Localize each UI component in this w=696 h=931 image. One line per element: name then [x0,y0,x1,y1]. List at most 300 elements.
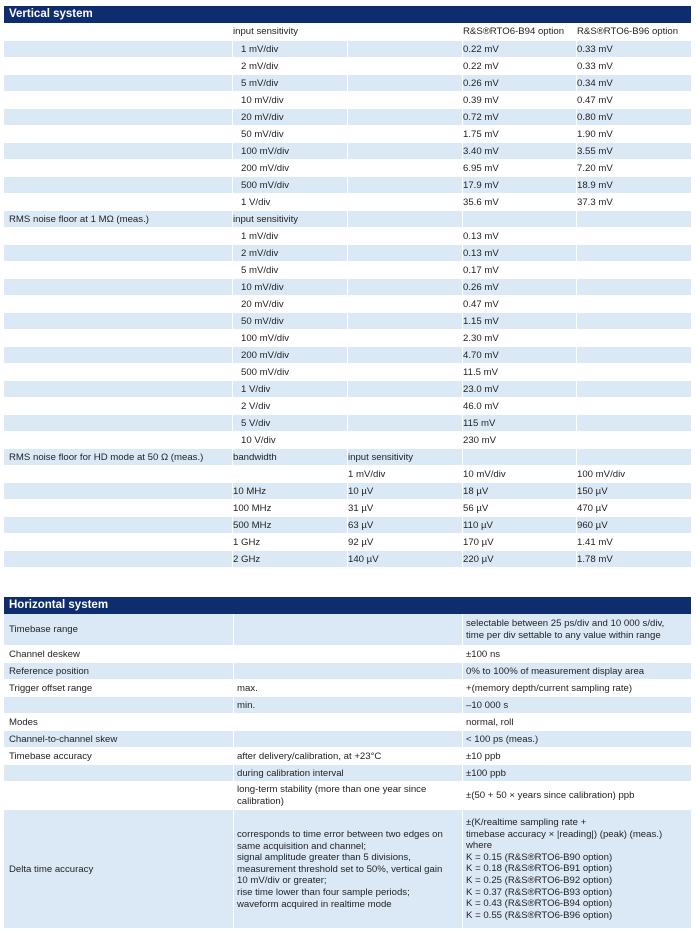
column-divider [233,765,234,781]
vertical-cell-d: 0.17 mV [463,265,499,276]
vertical-cell-d: 1.15 mV [463,316,499,327]
column-divider [462,194,463,210]
horizontal-cell-b: corresponds to time error between two edges on same acquisition and channel; signal amplitude greater than 5 divisions, measurement threshold set to 50%, vertical gain 10 mV/div or greater; rise time lower than four sample periods; waveform acquired in realtime mode [237,829,443,910]
vertical-cell-e: R&S®RTO6-B96 option [577,26,679,37]
horizontal-table-row [4,747,691,764]
column-divider [232,177,233,193]
column-divider [232,126,233,142]
vertical-cell-b: 2 GHz [233,554,261,565]
column-divider [347,500,348,516]
horizontal-cell-a: Channel-to-channel skew [9,734,118,745]
column-divider [347,415,348,431]
column-divider [462,279,463,295]
column-divider [576,279,577,295]
column-divider [462,41,463,57]
column-divider [462,126,463,142]
column-divider [232,194,233,210]
column-divider [462,551,463,567]
vertical-cell-b: 2 mV/div [241,248,279,259]
vertical-table-row [4,329,691,346]
column-divider [232,23,233,40]
vertical-cell-d: 4.70 mV [463,350,499,361]
column-divider [233,714,234,730]
column-divider [347,483,348,499]
column-divider [462,731,463,747]
column-divider [232,245,233,261]
horizontal-cell-a: Channel deskew [9,649,80,660]
column-divider [576,23,577,40]
vertical-table-row [4,482,691,499]
column-divider [347,143,348,159]
vertical-table-row [4,278,691,295]
vertical-cell-d: 0.47 mV [463,299,499,310]
column-divider [462,160,463,176]
vertical-cell-d: 170 µV [463,537,494,548]
column-divider [462,296,463,312]
column-divider [347,432,348,448]
vertical-cell-d: 0.72 mV [463,112,499,123]
column-divider [347,551,348,567]
vertical-cell-c: 92 µV [348,537,374,548]
vertical-cell-a: RMS noise floor at 1 MΩ (meas.) [9,214,149,225]
vertical-cell-e: 0.33 mV [577,44,613,55]
vertical-table-row [4,516,691,533]
horizontal-cell-c: < 100 ps (meas.) [466,734,539,745]
vertical-table-row [4,414,691,431]
column-divider [576,296,577,312]
column-divider [347,534,348,550]
horizontal-cell-b: min. [237,700,256,711]
column-divider [576,347,577,363]
column-divider [347,41,348,57]
horizontal-table-row [4,645,691,662]
column-divider [232,551,233,567]
vertical-cell-e: 470 µV [577,503,608,514]
vertical-system-title: Vertical system [9,8,93,20]
column-divider [232,313,233,329]
column-divider [232,347,233,363]
vertical-cell-b: 200 mV/div [241,350,289,361]
column-divider [462,313,463,329]
vertical-cell-b: 1 mV/div [241,44,279,55]
column-divider [462,228,463,244]
vertical-cell-c: 63 µV [348,520,374,531]
vertical-cell-b: 100 mV/div [241,333,289,344]
vertical-cell-c: 10 µV [348,486,374,497]
vertical-table-row [4,210,691,227]
column-divider [576,262,577,278]
vertical-cell-b: 100 mV/div [241,146,289,157]
horizontal-cell-a: Modes [9,717,38,728]
vertical-cell-d: 0.13 mV [463,231,499,242]
vertical-system-header [4,6,691,23]
vertical-cell-b: 20 mV/div [241,112,284,123]
column-divider [576,58,577,74]
vertical-table-row [4,57,691,74]
vertical-cell-e: 1.41 mV [577,537,613,548]
vertical-cell-b: 2 mV/div [241,61,279,72]
column-divider [576,381,577,397]
column-divider [232,534,233,550]
column-divider [347,160,348,176]
column-divider [347,517,348,533]
column-divider [576,92,577,108]
vertical-cell-b: 10 MHz [233,486,267,497]
column-divider [462,347,463,363]
column-divider [576,41,577,57]
column-divider [462,646,463,662]
column-divider [232,415,233,431]
column-divider [576,160,577,176]
column-divider [232,279,233,295]
vertical-cell-b: 1 GHz [233,537,261,548]
vertical-system-table [4,23,691,567]
column-divider [576,109,577,125]
vertical-cell-b: input sensitivity [233,26,299,37]
column-divider [232,381,233,397]
vertical-cell-d: 1.75 mV [463,129,499,140]
column-divider [347,58,348,74]
vertical-cell-d: 35.6 mV [463,197,499,208]
horizontal-table-row [4,713,691,730]
vertical-cell-b: 500 mV/div [241,180,289,191]
column-divider [576,483,577,499]
column-divider [462,663,463,679]
column-divider [232,364,233,380]
column-divider [462,680,463,696]
column-divider [462,483,463,499]
vertical-table-row [4,448,691,465]
vertical-cell-e: 100 mV/div [577,469,625,480]
horizontal-cell-c: 0% to 100% of measurement display area [466,666,645,677]
vertical-cell-b: 50 mV/div [241,316,284,327]
column-divider [462,415,463,431]
vertical-cell-c: 140 µV [348,554,379,565]
vertical-table-row [4,176,691,193]
vertical-cell-e: 3.55 mV [577,146,613,157]
column-divider [462,500,463,516]
horizontal-table-row [4,730,691,747]
vertical-table-row [4,397,691,414]
horizontal-table-row [4,781,691,809]
column-divider [233,731,234,747]
column-divider [232,398,233,414]
horizontal-cell-a: Reference position [9,666,89,677]
column-divider [233,614,234,645]
column-divider [462,75,463,91]
column-divider [232,517,233,533]
column-divider [232,449,233,465]
column-divider [232,75,233,91]
column-divider [347,92,348,108]
column-divider [347,364,348,380]
column-divider [576,211,577,227]
vertical-cell-e: 0.33 mV [577,61,613,72]
vertical-table-row [4,312,691,329]
column-divider [232,432,233,448]
column-divider [347,449,348,465]
horizontal-cell-b: after delivery/calibration, at +23°C [237,751,382,762]
column-divider [576,449,577,465]
column-divider [462,364,463,380]
column-divider [232,483,233,499]
vertical-cell-b: 10 mV/div [241,95,284,106]
column-divider [347,262,348,278]
column-divider [462,177,463,193]
column-divider [576,398,577,414]
vertical-cell-d: 220 µV [463,554,494,565]
vertical-cell-b: 20 mV/div [241,299,284,310]
column-divider [232,466,233,482]
column-divider [462,432,463,448]
column-divider [462,517,463,533]
vertical-cell-d: 0.26 mV [463,282,499,293]
horizontal-system-table [4,614,691,928]
vertical-table-row [4,91,691,108]
vertical-cell-e: 7.20 mV [577,163,613,174]
vertical-cell-b: input sensitivity [233,214,299,225]
horizontal-cell-a: Trigger offset range [9,683,93,694]
column-divider [576,432,577,448]
column-divider [347,177,348,193]
vertical-cell-d: 6.95 mV [463,163,499,174]
column-divider [347,23,348,40]
column-divider [462,782,463,809]
column-divider [462,614,463,645]
vertical-cell-b: 5 V/div [241,418,271,429]
vertical-table-row [4,23,691,40]
vertical-cell-e: 1.90 mV [577,129,613,140]
column-divider [232,330,233,346]
vertical-cell-a: RMS noise floor for HD mode at 50 Ω (meas.) [9,452,204,463]
horizontal-cell-a: Timebase range [9,624,78,635]
vertical-table-row [4,227,691,244]
column-divider [347,109,348,125]
vertical-cell-d: 0.26 mV [463,78,499,89]
column-divider [232,500,233,516]
column-divider [462,810,463,928]
column-divider [576,177,577,193]
column-divider [462,748,463,764]
vertical-table-row [4,533,691,550]
vertical-table-row [4,159,691,176]
column-divider [232,262,233,278]
vertical-table-row [4,346,691,363]
column-divider [462,449,463,465]
vertical-cell-d: R&S®RTO6-B94 option [463,26,565,37]
column-divider [233,697,234,713]
column-divider [347,211,348,227]
vertical-cell-d: 10 mV/div [463,469,506,480]
column-divider [347,75,348,91]
vertical-cell-e: 1.78 mV [577,554,613,565]
column-divider [233,680,234,696]
vertical-cell-d: 2.30 mV [463,333,499,344]
column-divider [462,714,463,730]
horizontal-cell-c: ±100 ppb [466,768,506,779]
horizontal-cell-b: long-term stability (more than one year since calibration) [237,784,427,807]
vertical-table-row [4,40,691,57]
column-divider [462,262,463,278]
horizontal-cell-b: during calibration interval [237,768,344,779]
column-divider [347,381,348,397]
horizontal-cell-a: Delta time accuracy [9,864,94,875]
column-divider [232,92,233,108]
vertical-table-row [4,465,691,482]
vertical-cell-b: 100 MHz [233,503,272,514]
column-divider [462,765,463,781]
vertical-cell-d: 0.22 mV [463,44,499,55]
vertical-cell-b: bandwidth [233,452,277,463]
vertical-cell-d: 46.0 mV [463,401,499,412]
column-divider [233,748,234,764]
vertical-cell-b: 50 mV/div [241,129,284,140]
vertical-cell-e: 18.9 mV [577,180,613,191]
vertical-table-row [4,380,691,397]
horizontal-cell-c: normal, roll [466,717,514,728]
horizontal-cell-c: ±10 ppb [466,751,501,762]
column-divider [576,466,577,482]
horizontal-cell-c: selectable between 25 ps/div and 10 000 s/div, time per div settable to any value within range [466,618,665,641]
vertical-cell-b: 5 mV/div [241,265,279,276]
vertical-table-row [4,142,691,159]
vertical-cell-b: 500 mV/div [241,367,289,378]
column-divider [576,551,577,567]
column-divider [347,194,348,210]
column-divider [576,534,577,550]
column-divider [232,228,233,244]
column-divider [462,211,463,227]
vertical-cell-d: 17.9 mV [463,180,499,191]
vertical-cell-b: 2 V/div [241,401,271,412]
column-divider [233,782,234,809]
column-divider [347,228,348,244]
column-divider [462,466,463,482]
horizontal-table-row [4,696,691,713]
column-divider [233,810,234,928]
column-divider [347,466,348,482]
vertical-cell-b: 5 mV/div [241,78,279,89]
vertical-cell-d: 56 µV [463,503,489,514]
horizontal-cell-b: max. [237,683,258,694]
column-divider [576,415,577,431]
column-divider [576,75,577,91]
column-divider [576,330,577,346]
vertical-cell-e: 37.3 mV [577,197,613,208]
column-divider [232,143,233,159]
vertical-table-row [4,261,691,278]
vertical-cell-b: 200 mV/div [241,163,289,174]
column-divider [347,245,348,261]
vertical-table-row [4,74,691,91]
vertical-table-row [4,244,691,261]
column-divider [232,58,233,74]
horizontal-cell-c: +(memory depth/current sampling rate) [466,683,633,694]
column-divider [233,663,234,679]
vertical-cell-d: 3.40 mV [463,146,499,157]
vertical-table-row [4,550,691,567]
vertical-cell-b: 10 V/div [241,435,276,446]
column-divider [232,160,233,176]
vertical-cell-b: 1 mV/div [241,231,279,242]
vertical-cell-b: 1 V/div [241,384,271,395]
horizontal-table-row [4,614,691,645]
column-divider [576,500,577,516]
vertical-table-row [4,193,691,210]
column-divider [462,697,463,713]
column-divider [462,23,463,40]
vertical-cell-d: 230 mV [463,435,497,446]
column-divider [462,381,463,397]
vertical-cell-c: input sensitivity [348,452,414,463]
vertical-cell-b: 1 V/div [241,197,271,208]
vertical-cell-d: 115 mV [463,418,496,429]
horizontal-system-title: Horizontal system [9,599,109,611]
vertical-cell-e: 960 µV [577,520,608,531]
vertical-cell-e: 0.80 mV [577,112,613,123]
column-divider [576,364,577,380]
column-divider [576,228,577,244]
horizontal-cell-c: ±(50 + 50 × years since calibration) ppb [466,790,635,801]
column-divider [347,330,348,346]
horizontal-cell-c: ±(K/realtime sampling rate + timebase accuracy × |reading|) (peak) (meas.) where K = 0.15 (R&S®RTO6-B90 option) K = 0.18 (R&S®RTO6-B91 option) K = 0.25 (R&S®RTO6-B92 option) K = 0.37 (R&S®RTO6-B93 option) K = 0.43 (R&S®RTO6-B94 option) K = 0.55 (R&S®RTO6-B96 option) [466,817,663,921]
column-divider [347,296,348,312]
column-divider [232,41,233,57]
column-divider [232,109,233,125]
column-divider [462,58,463,74]
column-divider [462,534,463,550]
column-divider [232,211,233,227]
column-divider [347,347,348,363]
vertical-cell-c: 31 µV [348,503,374,514]
column-divider [576,126,577,142]
column-divider [576,245,577,261]
vertical-cell-e: 150 µV [577,486,608,497]
column-divider [462,330,463,346]
vertical-cell-d: 11.5 mV [463,367,499,378]
column-divider [462,143,463,159]
vertical-cell-e: 0.47 mV [577,95,613,106]
column-divider [576,313,577,329]
horizontal-cell-c: –10 000 s [466,700,509,711]
vertical-table-row [4,108,691,125]
column-divider [462,398,463,414]
vertical-table-row [4,125,691,142]
column-divider [347,313,348,329]
vertical-cell-d: 110 µV [463,520,493,531]
column-divider [347,398,348,414]
vertical-cell-d: 0.22 mV [463,61,499,72]
horizontal-table-row [4,809,691,928]
vertical-cell-d: 18 µV [463,486,489,497]
vertical-table-row [4,363,691,380]
vertical-cell-d: 0.39 mV [463,95,499,106]
column-divider [576,517,577,533]
horizontal-table-row [4,662,691,679]
column-divider [462,92,463,108]
column-divider [576,143,577,159]
vertical-cell-b: 500 MHz [233,520,272,531]
horizontal-table-row [4,679,691,696]
column-divider [576,194,577,210]
column-divider [232,296,233,312]
column-divider [347,279,348,295]
horizontal-system-header [4,597,691,614]
column-divider [347,126,348,142]
vertical-table-row [4,499,691,516]
vertical-table-row [4,431,691,448]
column-divider [462,109,463,125]
